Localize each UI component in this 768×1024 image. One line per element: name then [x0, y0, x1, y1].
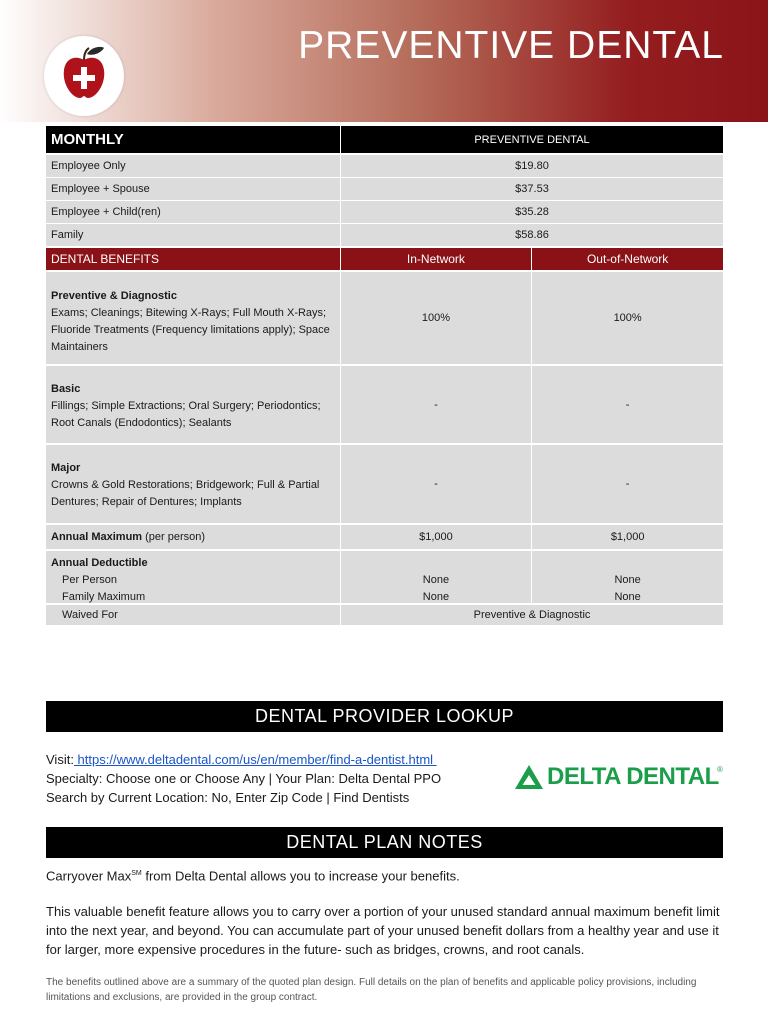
registered-mark: ® — [717, 765, 723, 774]
in-network-label: In-Network — [341, 248, 532, 270]
waived-value: Preventive & Diagnostic — [341, 605, 723, 625]
find-dentist-link[interactable]: https://www.deltadental.com/us/en/member/find-a-dentist.html — [73, 752, 437, 767]
table-row — [46, 224, 723, 246]
table-row — [46, 201, 723, 223]
benefits-header-row — [46, 248, 723, 270]
annual-max-title: Annual Maximum — [51, 531, 143, 543]
monthly-label: MONTHLY — [46, 126, 340, 153]
provider-lookup-heading: DENTAL PROVIDER LOOKUP — [46, 701, 723, 732]
annual-max-label — [46, 525, 340, 549]
page-title: PREVENTIVE DENTAL — [298, 24, 724, 67]
delta-dental-logo — [514, 763, 724, 791]
carryover-line — [46, 864, 726, 885]
per-person-label: Per Person — [62, 574, 118, 586]
carryover-pre: Carryover Max — [46, 868, 132, 884]
benefit-description — [46, 366, 340, 443]
service-mark: SM — [131, 870, 142, 877]
apple-logo — [44, 36, 124, 116]
family-max-label: Family Maximum — [62, 591, 146, 603]
tier-label: Employee Only — [46, 155, 340, 177]
tier-amount: $37.53 — [341, 178, 723, 200]
tier-amount: $19.80 — [341, 155, 723, 177]
table-row — [46, 445, 723, 523]
rates-header-row — [46, 126, 723, 153]
benefit-desc: Crowns & Gold Restorations; Bridgework; Full & Partial Dentures; Repair of Dentures; Implants — [51, 479, 320, 508]
disclaimer-text: The benefits outlined above are a summary of the quoted plan design. Full details on the plan of benefits and applicable policy provisions, including limitations and exclusions, are provided in the group contract. — [46, 977, 697, 1003]
apple-cross-icon — [44, 36, 124, 116]
benefit-desc: Fillings; Simple Extractions; Oral Surgery; Periodontics; Root Canals (Endodontics); Sealants — [51, 400, 321, 429]
visit-label: Visit: — [46, 752, 74, 767]
visit-line — [46, 750, 441, 769]
per-person-out: None — [614, 574, 641, 586]
location-line: Search by Current Location: No, Enter Zip Code | Find Dentists — [46, 790, 410, 805]
out-network-value: $1,000 — [532, 525, 723, 549]
benefit-description — [46, 445, 340, 523]
table-row — [46, 551, 723, 603]
in-network-value: 100% — [341, 272, 532, 364]
family-in: None — [422, 591, 450, 603]
table-row — [46, 155, 723, 177]
deductible-title: Annual Deductible — [51, 557, 148, 569]
tier-amount: $58.86 — [341, 224, 723, 246]
plan-notes-heading: DENTAL PLAN NOTES — [46, 827, 723, 858]
benefits-label: DENTAL BENEFITS — [46, 248, 340, 270]
carryover-post: from Delta Dental allows you to increase your benefits. — [141, 868, 460, 884]
in-network-value: $1,000 — [341, 525, 532, 549]
table-row — [46, 272, 723, 364]
specialty-line: Specialty: Choose one or Choose Any | Your Plan: Delta Dental PPO — [46, 771, 442, 786]
benefit-title: Major — [51, 462, 81, 474]
in-network-value: - — [341, 445, 532, 523]
family-out: None — [614, 591, 641, 603]
out-network-value: 100% — [532, 272, 723, 364]
tier-amount: $35.28 — [341, 201, 723, 223]
out-network-value: - — [532, 366, 723, 443]
benefit-title: Preventive & Diagnostic — [51, 290, 177, 302]
delta-triangle-icon — [514, 764, 544, 790]
in-network-value: - — [341, 366, 532, 443]
tier-label: Employee + Spouse — [46, 178, 340, 200]
table-row — [46, 366, 723, 443]
tier-label: Employee + Child(ren) — [46, 201, 340, 223]
delta-dental-wordmark: DELTA DENTAL — [547, 763, 719, 790]
table-row — [46, 525, 723, 549]
out-network-label: Out-of-Network — [532, 248, 723, 270]
table-row — [46, 178, 723, 200]
carryover-paragraph: This valuable benefit feature allows you to carry over a portion of your unused standard annual maximum benefit limit into the next year, and beyond. You can accumulate part of your unused benefit dollars from a healthy year and use it for larger, more expensive procedures in the future- such as bridges, crowns, and root canals. — [46, 904, 720, 957]
deductible-out-network — [532, 551, 723, 603]
annual-max-suffix: (per person) — [142, 531, 206, 543]
out-network-value: - — [532, 445, 723, 523]
benefit-title: Basic — [51, 383, 81, 395]
per-person-in: None — [422, 574, 450, 586]
deductible-in-network — [341, 551, 532, 603]
benefit-desc: Exams; Cleanings; Bitewing X-Rays; Full Mouth X-Rays; Fluoride Treatments (Frequency limitations apply); Space Maintainers — [51, 307, 330, 353]
benefit-description — [46, 272, 340, 364]
waived-label: Waived For — [46, 605, 340, 625]
tier-label: Family — [46, 224, 340, 246]
page-header — [0, 0, 768, 122]
provider-lookup-text — [46, 750, 441, 807]
plan-label: PREVENTIVE DENTAL — [341, 126, 723, 153]
table-row — [46, 605, 723, 625]
deductible-labels — [46, 551, 340, 603]
